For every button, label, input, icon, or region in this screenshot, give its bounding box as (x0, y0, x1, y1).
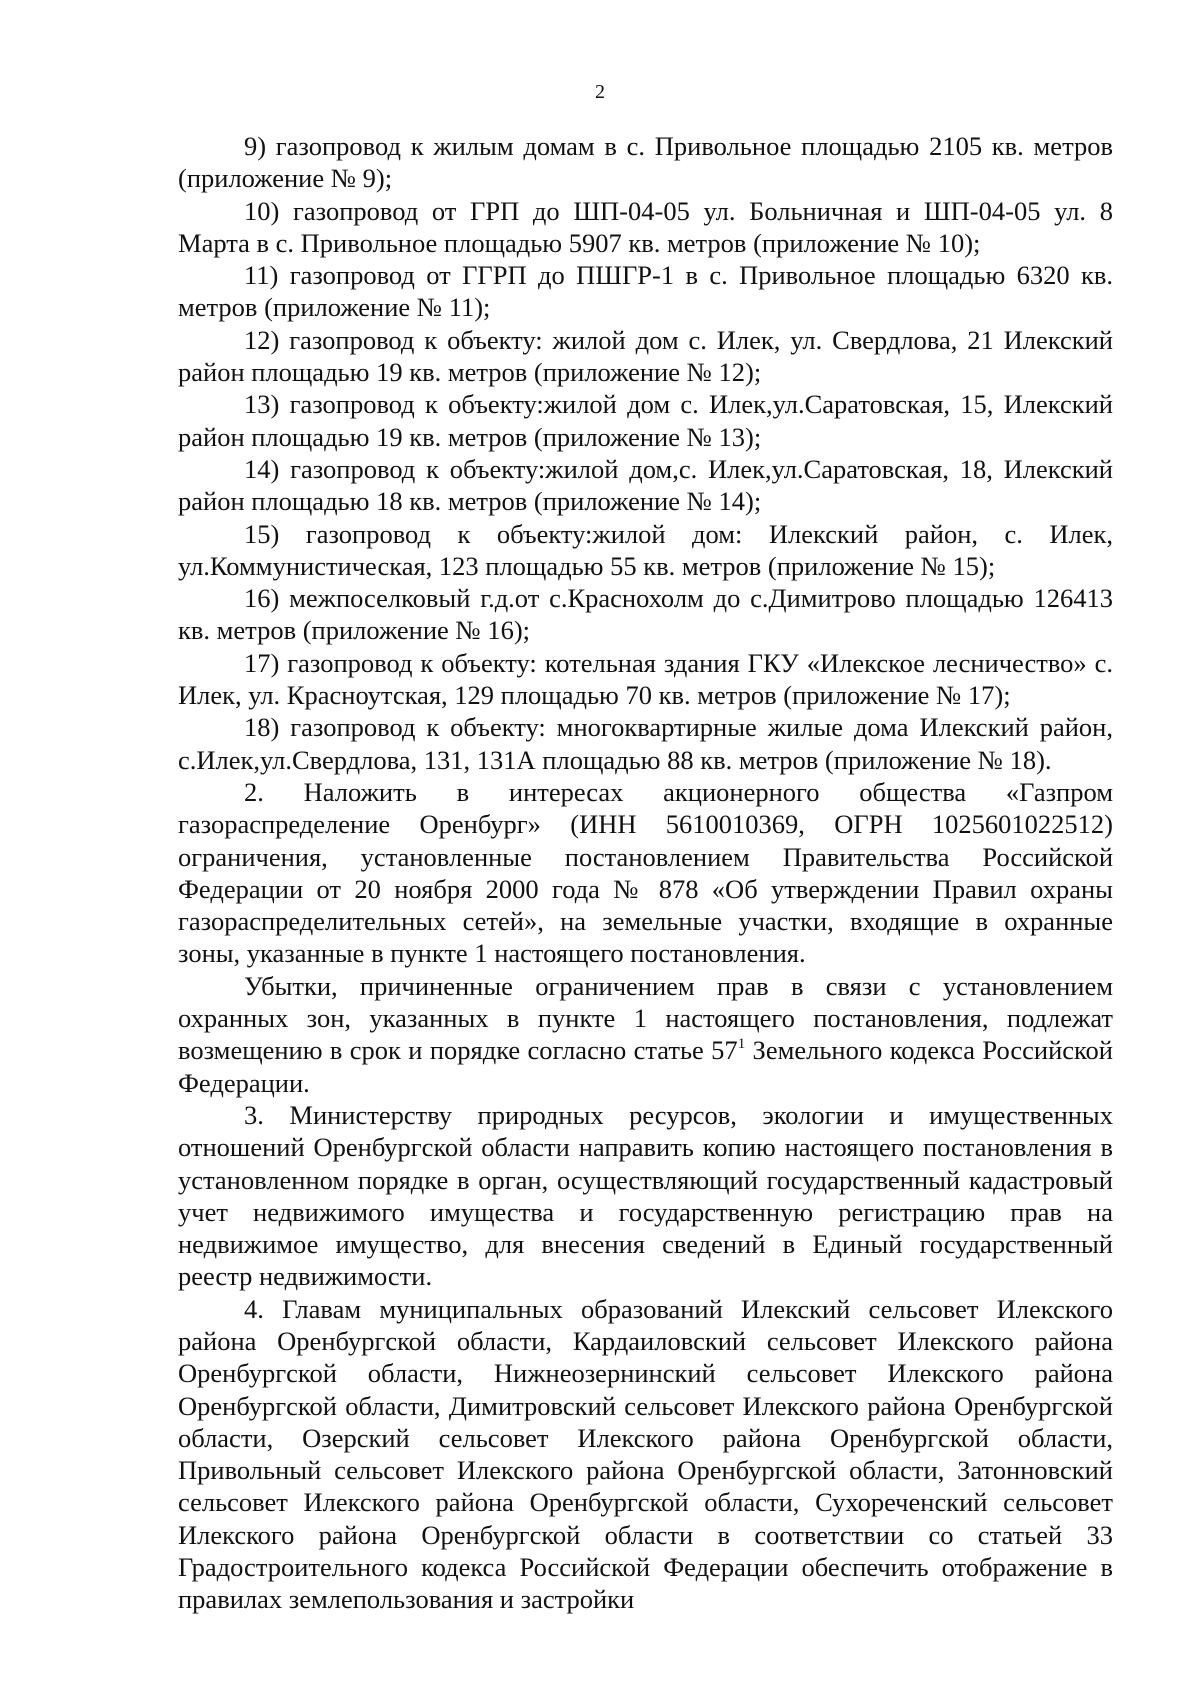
list-item-16: 16) межпоселковый г.д.от с.Краснохолм до с.Димитрово площадью 126413 кв. метров (приложение № 16); (178, 583, 1113, 646)
page-number: 2 (595, 81, 605, 103)
paragraph-item-4: 4. Главам муниципальных образований Илекский сельсовет Илекского района Оренбургской области, Кардаиловский сельсовет Илекского района Оренбургской области, Нижнеозернинский сельсовет Илекского района Оренбургской области, Димитровский сельсовет Илекского района Оренбургской области, Озерский сельсовет Илекского района Оренбургской области, Привольный сельсовет Илекского района Оренбургской области, Затонновский сельсовет Илекского района Оренбургской области, Сухореченский сельсовет Илекского района Оренбургской области в соответствии со статьей 33 Градостроительного кодекса Российской Федерации обеспечить отображение в правилах землепользования и застройки (178, 1293, 1113, 1615)
paragraph-item-3: 3. Министерству природных ресурсов, экологии и имущественных отношений Оренбургской области направить копию настоящего постановления в установленном порядке в орган, осуществляющий государственный кадастровый учет недвижимого имущества и государственную регистрацию прав на недвижимое имущество, для внесения сведений в Единый государственный реестр недвижимости. (178, 1099, 1113, 1292)
paragraph-losses-text: Убытки, причиненные ограничением прав в связи с установлением охранных зон, указанных в пункте 1 настоящего постановления, подлежат возмещению в срок и порядке согласно статье 57 (178, 970, 1113, 1066)
article-superscript: 1 (737, 1036, 746, 1053)
list-item-14: 14) газопровод к объекту:жилой дом,с. Илек,ул.Саратовская, 18, Илекский район площадью 18 кв. метров (приложение № 14); (178, 453, 1113, 517)
list-item-18: 18) газопровод к объекту: многоквартирные жилые дома Илекский район, с.Илек,ул.Свердлова, 131, 131А площадью 88 кв. метров (приложение № 18). (178, 712, 1113, 775)
list-item-10: 10) газопровод от ГРП до ШП-04-05 ул. Больничная и ШП-04-05 ул. 8 Марта в с. Привольное площадью 5907 кв. метров (приложение № 10); (178, 195, 1113, 258)
list-item-13: 13) газопровод к объекту:жилой дом с. Илек,ул.Саратовская, 15, Илекский район площадью 19 кв. метров (приложение № 13); (178, 389, 1113, 452)
list-item-15: 15) газопровод к объекту:жилой дом: Илекский район, с. Илек, ул.Коммунистическая, 123 площадью 55 кв. метров (приложение № 15); (178, 518, 1113, 581)
paragraph-losses-text-end: Земельного кодекса Российской Федерации. (178, 1035, 1113, 1098)
paragraph-losses (178, 970, 1113, 1099)
paragraph-item-2: 2. Наложить в интересах акционерного общества «Газпром газораспределение Оренбург» (ИНН 5610010369, ОГРН 1025601022512) ограничения, установленные постановлением Правительства Российской Федерации от 20 ноября 2000 года № 878 «Об утверждении Правил охраны газораспределительных сетей», на земельные участки, входящие в охранные зоны, указанные в пункте 1 настоящего постановления. (178, 776, 1113, 969)
document-body (178, 130, 1113, 1616)
list-item-11: 11) газопровод от ГГРП до ПШГР-1 в с. Привольное площадью 6320 кв. метров (приложение № 11); (178, 260, 1113, 323)
list-item-17: 17) газопровод к объекту: котельная здания ГКУ «Илекское лесничество» с. Илек, ул. Красноутская, 129 площадью 70 кв. метров (приложение № 17); (178, 647, 1113, 711)
list-item-9: 9) газопровод к жилым домам в с. Привольное площадью 2105 кв. метров (приложение № 9); (178, 131, 1113, 194)
list-item-12: 12) газопровод к объекту: жилой дом с. Илек, ул. Свердлова, 21 Илекский район площадью 19 кв. метров (приложение № 12); (178, 324, 1113, 388)
